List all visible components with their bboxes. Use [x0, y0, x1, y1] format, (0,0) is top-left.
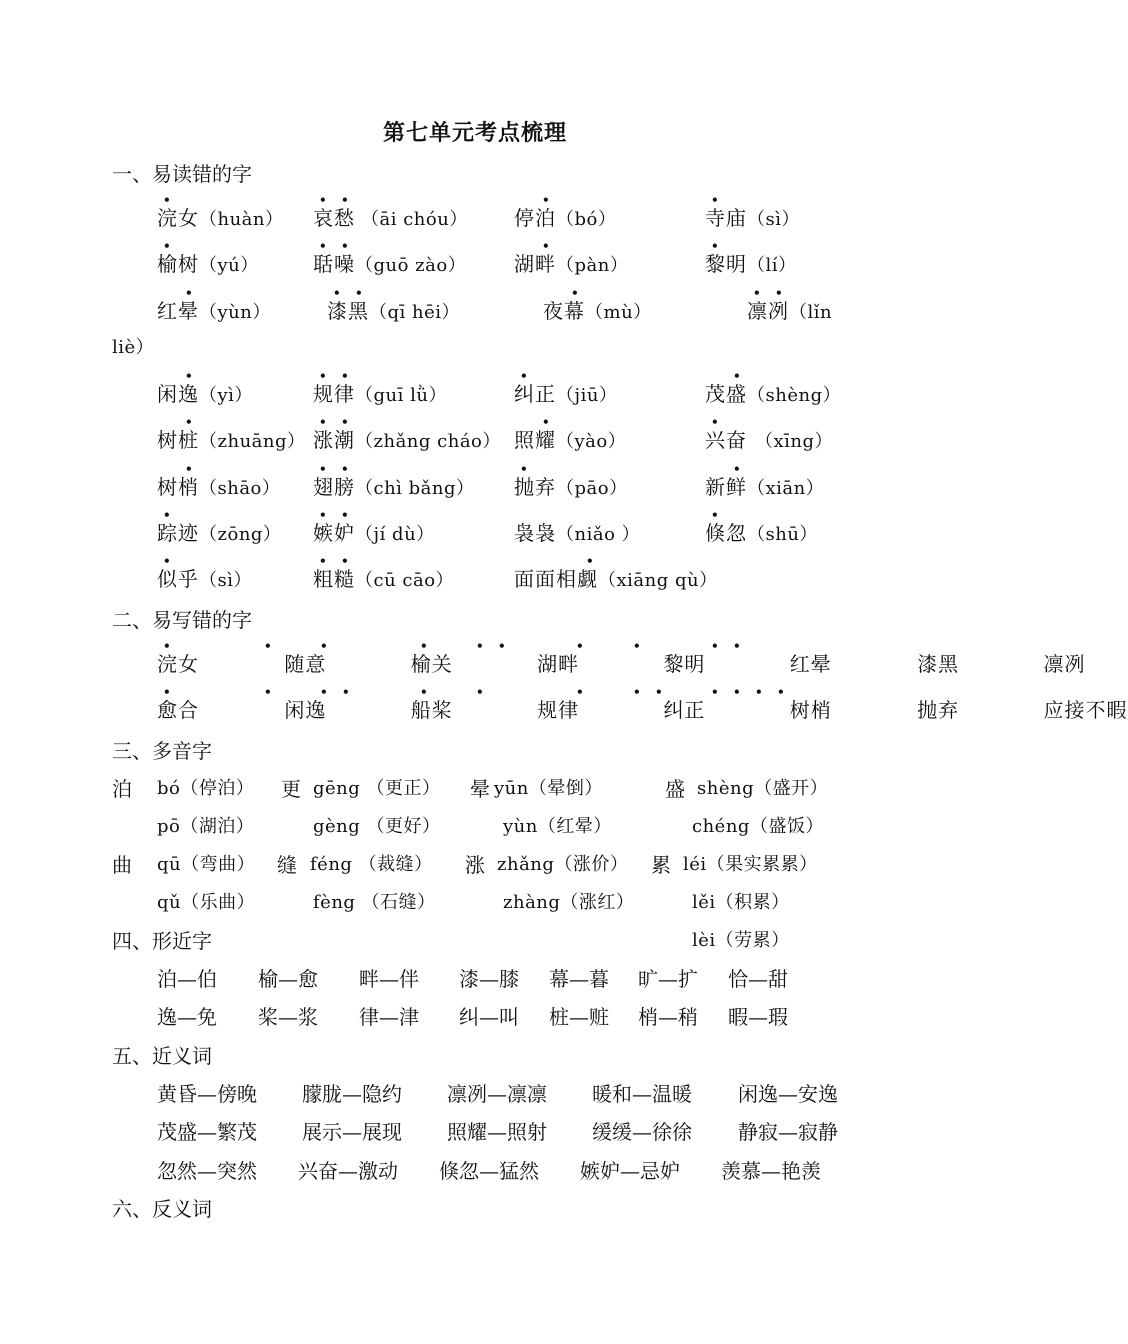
reading-entry: 凛冽 • • （lǐn: [747, 286, 833, 323]
reading-entry: 浣女 • （huàn）: [157, 193, 284, 230]
reading-entry: 嫉妒 • • （jí dù）: [313, 508, 435, 545]
page-title: 第七单元考点梳理: [382, 120, 567, 146]
document-page: 第七单元考点梳理 一、易读错的字 浣女 • （huàn） 哀愁 • • （āi chóu） 停泊 • （bó） 寺庙 • （sì） 榆树 • （yú） 聒噪 • • （guō zào） 湖畔 • （pàn） 黎明 • （lí） 红晕 • （yùn） 漆黑 • • （qī hēi） 夜幕 • （mù） 凛冽 • • （lǐn liè） 闲逸 • （yì） 规律 • • （guī lǜ） 纠正 • （jiū） 茂盛 • （shèng） 树桩 • （zhuāng） 涨潮 • • （zhǎng cháo） 照耀 • （yào） 兴奋 • （xīng） 树梢 • （shāo） 翅膀 • • （chì bǎng） 抛弃 • （pāo） 新鲜 • （xiān） 踪迹 • （zōng） 嫉妒 • • （jí dù） 袅袅（niǎo ） 倏忽 • （shū） 似乎 • （sì） 粗糙 • • （cū cāo） 面面相觑 • （xiāng qù） 二、易写错的字 浣女 • 随意 • 榆关 • 湖畔 • 黎明 • • 红晕 • 漆黑 • 凛冽 • • 愈合 • 闲逸 • 船桨 • • 规律 • 纠正 • 树梢 • 抛弃 • • 应接不暇 • • • • 三、多音字 泊 bó（停泊） 更 gēng （更正） 晕 yūn（晕倒） 盛 shèng（盛开） pō（湖泊） gèng （更好） yùn（红晕） chéng（盛饭） 曲 qū（弯曲） 缝 féng （裁缝） 涨 zhǎng（涨价） 累 léi（果实累累） qǔ（乐曲） fèng （石缝） zhàng（涨红） lěi（积累） lèi（劳累） 四、形近字 泊—伯 榆—愈 畔—伴 漆—膝 幕—暮 旷—扩 恰—甜 逸—免 桨—浆 律—津 纠—叫 桩—赃 梢—稍 暇—瑕 五、近义词 黄昏—傍晚 朦胧—隐约 凛冽—凛凛 暖和—温暖 闲逸—安逸 茂盛—繁茂 展示—展现 照耀—照射 缓缓—徐徐 静寂—寂静 忽然—突然 兴奋—激动 倏忽—猛然 嫉妒—忌妒 羡慕—艳羡 六、反义词: [0, 0, 950, 1344]
reading-entry: 树桩 • （zhuāng）: [157, 415, 306, 452]
section-heading-writing: 二、易写错的字: [112, 608, 252, 632]
reading-entry: 哀愁 • • （āi chóu）: [313, 193, 468, 230]
reading-entry: 翅膀 • • （chì bǎng）: [313, 462, 475, 499]
reading-entry: 寺庙 • （sì）: [705, 193, 800, 230]
reading-entry: 抛弃 • （pāo）: [514, 462, 628, 499]
section-heading-synonyms: 五、近义词: [112, 1044, 212, 1068]
reading-entry: 停泊 • （bó）: [514, 193, 617, 230]
section-heading-antonyms: 六、反义词: [112, 1197, 212, 1221]
reading-entry: 夜幕 • （mù）: [543, 286, 652, 323]
writing-row: 浣女 • 随意 • 榆关 • 湖畔 • 黎明 • • 红晕 • 漆黑 • 凛冽 • •: [157, 639, 1086, 676]
reading-entry: 聒噪 • • （guō zào）: [313, 239, 467, 276]
reading-entry: 榆树 • （yú）: [157, 239, 259, 276]
writing-row: 愈合 • 闲逸 • 船桨 • • 规律 • 纠正 • 树梢 • 抛弃 • • 应接不暇 • • • •: [157, 685, 1128, 722]
reading-entry: 照耀 • （yào）: [514, 415, 627, 452]
section-heading-similar: 四、形近字: [112, 929, 212, 953]
section-heading-reading: 一、易读错的字: [112, 162, 252, 186]
reading-entry: 黎明 • （lí）: [705, 239, 797, 276]
reading-entry: 涨潮 • • （zhǎng cháo）: [313, 415, 501, 452]
reading-entry: 似乎 • （sì）: [157, 554, 252, 591]
reading-entry: 红晕 • （yùn）: [157, 286, 271, 323]
reading-entry: 袅袅（niǎo ）: [514, 521, 641, 545]
reading-entry: 纠正 • （jiū）: [514, 369, 618, 406]
reading-entry: 闲逸 • （yì）: [157, 369, 253, 406]
reading-entry: 兴奋 • （xīng）: [705, 415, 834, 452]
reading-entry: 规律 • • （guī lǜ）: [313, 369, 447, 406]
reading-entry: 茂盛 • （shèng）: [705, 369, 842, 406]
section-heading-polyphones: 三、多音字: [112, 739, 212, 763]
reading-entry: 倏忽 • （shū）: [705, 508, 818, 545]
reading-entry: 新鲜 • （xiān）: [705, 462, 825, 499]
reading-entry: 粗糙 • • （cū cāo）: [313, 554, 455, 591]
reading-entry: 踪迹 • （zōng）: [157, 508, 282, 545]
reading-entry: 漆黑 • • （qī hēi）: [327, 286, 461, 323]
reading-entry: 湖畔 • （pàn）: [514, 239, 629, 276]
reading-entry: 面面相觑 • （xiāng qù）: [514, 554, 718, 591]
reading-entry: 树梢 • （shāo）: [157, 462, 281, 499]
